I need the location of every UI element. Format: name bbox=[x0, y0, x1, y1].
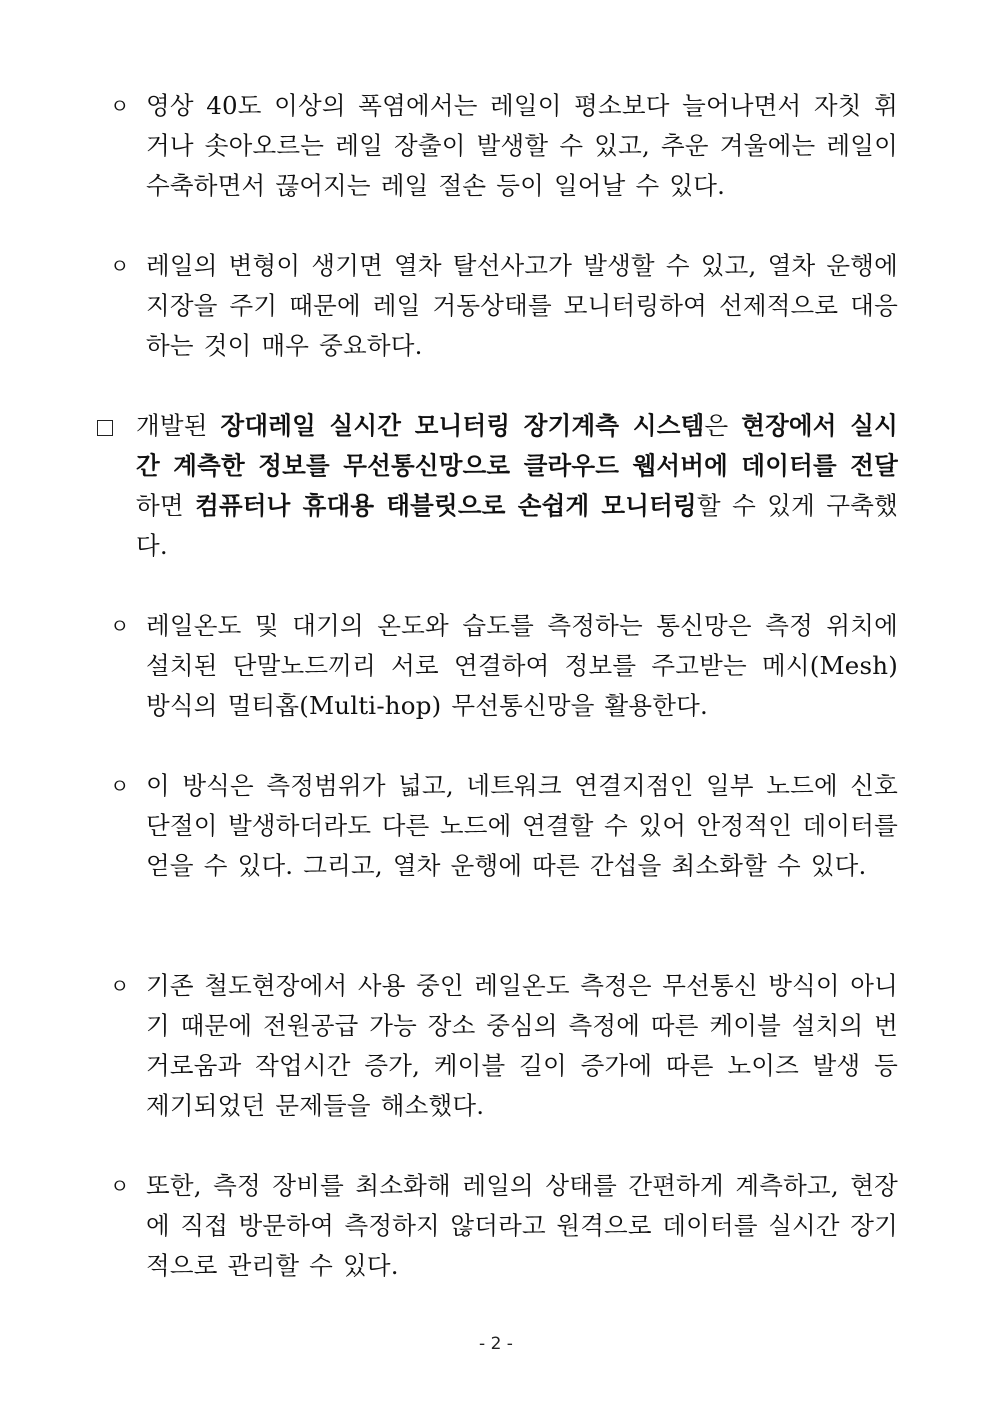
page-number: - 2 - bbox=[479, 1334, 513, 1354]
paragraph-existing-problems: 기존 철도현장에서 사용 중인 레일온도 측정은 무선통신 방식이 아니기 때문에 전원공급 가능 장소 중심의 측정에 따른 케이블 설치의 번거로움과 작업시간 증가, 케이블 길이 증가에 따른 노이즈 발생 등 제기되었던 문제들을 해소했다. bbox=[146, 971, 898, 1120]
square-bullet bbox=[97, 420, 113, 436]
paragraph-system-overview bbox=[136, 406, 898, 566]
overview-text-3: 하면 bbox=[136, 491, 196, 520]
circle-bullet: ㅇ bbox=[110, 614, 130, 638]
circle-bullet: ㅇ bbox=[110, 774, 130, 798]
circle-bullet: ㅇ bbox=[110, 254, 130, 278]
overview-text-4: 할 수 있게 구축했다. bbox=[136, 491, 898, 560]
overview-bold-monitoring: 컴퓨터나 휴대용 태블릿으로 손쉽게 모니터링 bbox=[195, 491, 697, 520]
circle-bullet: ㅇ bbox=[110, 974, 130, 998]
paragraph-heatwave-rail: 영상 40도 이상의 폭염에서는 레일이 평소보다 늘어나면서 자칫 휘거나 솟아오르는 레일 장출이 발생할 수 있고, 추운 겨울에는 레일이 수축하면서 끊어지는 레일 절손 등이 일어날 수 있다. bbox=[146, 91, 898, 200]
paragraph-mesh-network: 레일온도 및 대기의 온도와 습도를 측정하는 통신망은 측정 위치에 설치된 단말노드끼리 서로 연결하여 정보를 주고받는 메시(Mesh) 방식의 멀티홉(Multi-hop) 무선통신망을 활용한다. bbox=[146, 611, 898, 720]
overview-text-2: 은 bbox=[704, 411, 742, 440]
paragraph-rail-deformation: 레일의 변형이 생기면 열차 탈선사고가 발생할 수 있고, 열차 운행에 지장을 주기 때문에 레일 거동상태를 모니터링하여 선제적으로 대응하는 것이 매우 중요하다. bbox=[146, 251, 898, 360]
overview-bold-data-flow: 현장에서 실시간 계측한 정보를 무선통신망으로 클라우드 웹서버에 데이터를 전달 bbox=[136, 411, 899, 480]
circle-bullet: ㅇ bbox=[110, 1174, 130, 1198]
paragraph-measurement-range: 이 방식은 측정범위가 넓고, 네트워크 연결지점인 일부 노드에 신호 단절이 발생하더라도 다른 노드에 연결할 수 있어 안정적인 데이터를 얻을 수 있다. 그리고, 열차 운행에 따른 간섭을 최소화할 수 있다. bbox=[146, 771, 898, 880]
overview-bold-system-name: 장대레일 실시간 모니터링 장기계측 시스템 bbox=[220, 411, 705, 440]
overview-text-1: 개발된 bbox=[136, 411, 221, 440]
circle-bullet: ㅇ bbox=[110, 94, 130, 118]
paragraph-remote-management: 또한, 측정 장비를 최소화해 레일의 상태를 간편하게 계측하고, 현장에 직접 방문하여 측정하지 않더라고 원격으로 데이터를 실시간 장기적으로 관리할 수 있다. bbox=[146, 1171, 898, 1280]
